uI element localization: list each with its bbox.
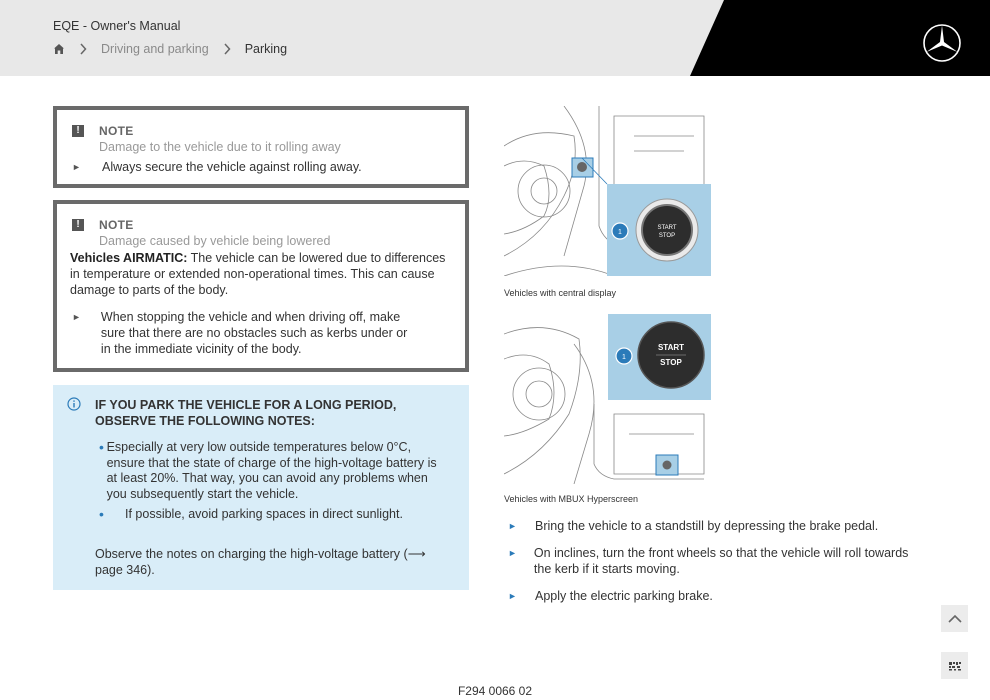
list-item bbox=[508, 518, 923, 534]
illustration-mbux-hyperscreen bbox=[504, 314, 711, 484]
warning-icon: ! bbox=[72, 125, 84, 137]
instruction-steps bbox=[508, 518, 923, 615]
note-heading: NOTE bbox=[99, 218, 134, 232]
note-bullet bbox=[72, 309, 417, 357]
note-subtitle: Damage to the vehicle due to it rolling away bbox=[99, 140, 341, 154]
warning-icon: ! bbox=[72, 219, 84, 231]
note-bullet-text: Always secure the vehicle against rolling away. bbox=[102, 160, 362, 174]
chevron-right-icon bbox=[223, 43, 231, 55]
triangle-bullet-icon: ► bbox=[72, 312, 81, 322]
info-box-long-parking bbox=[53, 385, 469, 590]
illustration-caption: Vehicles with central display bbox=[504, 288, 617, 298]
breadcrumb bbox=[53, 42, 287, 56]
start-label: START bbox=[657, 343, 685, 352]
breadcrumb-parking: Parking bbox=[244, 42, 288, 56]
note-bullet-text: When stopping the vehicle and when driving off, make sure that there are no obstacles such as kerbs under or in the immediate vicinity of the body. bbox=[100, 310, 408, 356]
qr-code-icon bbox=[948, 661, 962, 671]
callout-number: 1 bbox=[618, 229, 622, 236]
note-box-rolling-away bbox=[53, 106, 469, 188]
start-label: START bbox=[657, 225, 677, 231]
note-paragraph-bold: Vehicles AIRMATIC: bbox=[70, 251, 188, 265]
home-icon[interactable] bbox=[53, 43, 65, 55]
step-text: Apply the electric parking brake. bbox=[535, 589, 713, 603]
list-item bbox=[508, 545, 923, 577]
breadcrumb-driving-and-parking[interactable]: Driving and parking bbox=[101, 42, 209, 56]
info-list bbox=[95, 440, 445, 527]
list-item-text: If possible, avoid parking spaces in direct sunlight. bbox=[125, 506, 403, 521]
triangle-bullet-icon: ► bbox=[72, 162, 81, 172]
chevron-up-icon bbox=[948, 614, 962, 623]
info-footer-link[interactable]: Observe the notes on charging the high-voltage battery (⟶ page 346). bbox=[95, 547, 426, 577]
illustration-central-display bbox=[504, 106, 711, 276]
note-bullet bbox=[72, 159, 362, 175]
triangle-bullet-icon: ► bbox=[508, 521, 517, 531]
step-text: Bring the vehicle to a standstill by depressing the brake pedal. bbox=[535, 519, 879, 533]
stop-label: STOP bbox=[658, 233, 676, 239]
note-subtitle: Damage caused by vehicle being lowered bbox=[99, 234, 331, 248]
info-icon bbox=[67, 397, 81, 411]
list-item bbox=[95, 440, 445, 503]
triangle-bullet-icon: ► bbox=[508, 591, 517, 601]
list-item bbox=[508, 588, 923, 604]
note-heading: NOTE bbox=[99, 124, 134, 138]
image-reference-code: F294 0066 02 bbox=[457, 684, 533, 698]
chevron-right-icon bbox=[79, 43, 87, 55]
list-item-text: Especially at very low outside temperatures below 0°C, ensure that the state of charge of the high-voltage battery is at least 20%. That way, you can avoid any problems when you subsequently start the vehicle. bbox=[106, 440, 437, 502]
qr-code-button[interactable] bbox=[941, 652, 968, 679]
mercedes-star-logo bbox=[922, 23, 962, 63]
bullet-dot-icon: • bbox=[99, 439, 104, 455]
bullet-dot-icon: • bbox=[99, 505, 104, 522]
note-paragraph bbox=[70, 250, 456, 298]
stop-label: STOP bbox=[660, 358, 682, 367]
info-title: IF YOU PARK THE VEHICLE FOR A LONG PERIOD, OBSERVE THE FOLLOWING NOTES: bbox=[95, 398, 397, 428]
note-paragraph-text: The vehicle can be lowered due to differences in temperature or extended non-operational times. This can cause damage to parts of the body. bbox=[70, 251, 446, 297]
note-box-vehicle-lowered bbox=[53, 200, 469, 372]
scroll-to-top-button[interactable] bbox=[941, 605, 968, 632]
illustration-caption: Vehicles with MBUX Hyperscreen bbox=[504, 494, 639, 504]
list-item bbox=[95, 507, 445, 523]
app-title: EQE - Owner's Manual bbox=[53, 19, 181, 33]
callout-number: 1 bbox=[622, 354, 626, 361]
step-text: On inclines, turn the front wheels so that the vehicle will roll towards the kerb if it starts moving. bbox=[533, 546, 909, 576]
triangle-bullet-icon: ► bbox=[508, 548, 517, 558]
